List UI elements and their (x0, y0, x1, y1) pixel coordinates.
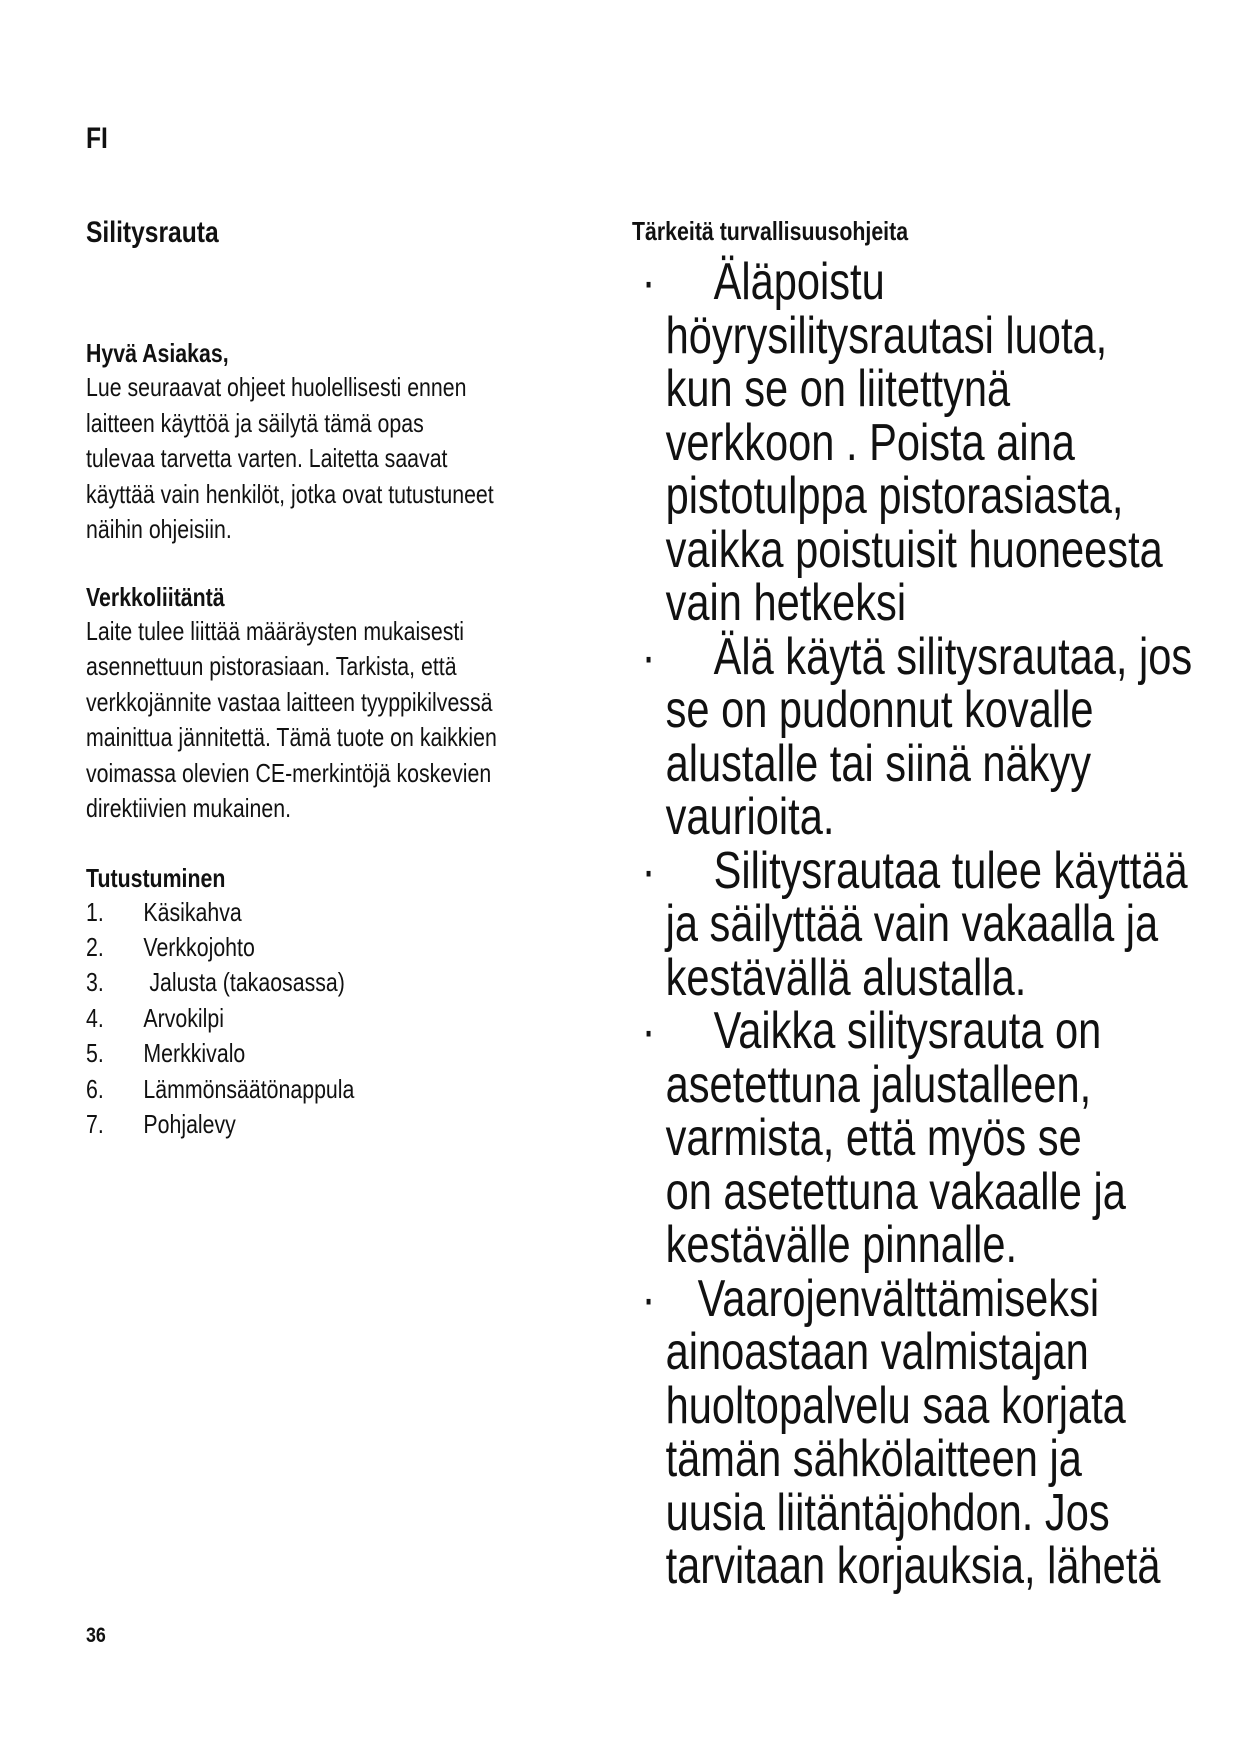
greeting-text (86, 370, 594, 548)
connection-text (86, 614, 594, 827)
greeting-line: näihin ohjeisiin. (86, 514, 232, 544)
item-number: 4. (86, 1002, 104, 1033)
safety-line: se on pudonnut kovalle (665, 681, 1094, 739)
safety-line: ja säilyttää vain vakaalla ja (665, 895, 1159, 953)
safety-line: vaurioita. (665, 788, 835, 846)
safety-item (632, 627, 1216, 846)
safety-line: pistotulppa pistorasiasta, (665, 467, 1124, 525)
page-number: 36 (86, 1624, 106, 1647)
greeting-line: Lue seuraavat ohjeet huolellisesti ennen (86, 372, 467, 402)
greeting-line: tulevaa tarvetta varten. Laitetta saavat (86, 443, 448, 473)
item-label: Merkkivalo (143, 1038, 246, 1069)
item-number: 1. (86, 896, 104, 927)
connection-line: asennettuun pistorasiaan. Tarkista, että (86, 651, 457, 681)
list-item (86, 930, 594, 965)
connection-section (86, 580, 594, 827)
bullet-icon: · (641, 253, 656, 311)
safety-line: varmista, että myös se (665, 1109, 1082, 1167)
safety-line: huoltopalvelu saa korjata (665, 1376, 1126, 1435)
safety-line: kun se on liitettynä (665, 360, 1011, 418)
greeting-heading: Hyvä Asiakas, (86, 338, 229, 368)
item-number: 2. (86, 931, 104, 962)
safety-item (632, 253, 1216, 632)
connection-line: mainittua jännitettä. Tämä tuote on kaikkien (86, 722, 497, 752)
connection-line: Laite tulee liittää määräysten mukaisesti (86, 615, 465, 646)
bullet-icon: · (641, 1002, 656, 1060)
list-item (86, 895, 594, 930)
item-label: Käsikahva (143, 896, 242, 927)
item-number: 7. (86, 1108, 104, 1139)
safety-item (632, 841, 1216, 1007)
language-code: FI (86, 122, 108, 155)
safety-item (632, 1002, 1216, 1274)
safety-line: vain hetkeksi (665, 574, 907, 632)
item-label: Jalusta (takaosassa) (143, 967, 345, 998)
parts-section (86, 861, 594, 1143)
safety-line: Äläpoistu (713, 253, 885, 311)
connection-line: voimassa olevien CE-merkintöjä koskevien (86, 757, 492, 788)
safety-line: Älä käytä silitysrautaa, jos (713, 627, 1193, 686)
item-label: Verkkojohto (143, 931, 255, 962)
bullet-icon: · (641, 627, 656, 686)
safety-line: kestävällä alustalla. (665, 948, 1027, 1007)
greeting-section (86, 336, 594, 548)
safety-line: kestävälle pinnalle. (665, 1216, 1018, 1274)
item-label: Arvokilpi (143, 1002, 224, 1033)
item-number: 6. (86, 1073, 104, 1104)
safety-list (632, 253, 1216, 1595)
safety-line: on asetettuna vakaalle ja (665, 1162, 1126, 1221)
safety-line: verkkoon . Poista aina (665, 413, 1075, 472)
safety-line: Silitysrautaa tulee käyttää (713, 841, 1188, 900)
list-item (86, 1001, 594, 1036)
item-label: Lämmönsäätönappula (143, 1073, 355, 1104)
safety-line: tarvitaan korjauksia, lähetä (665, 1537, 1161, 1595)
list-item (86, 1107, 594, 1142)
parts-heading: Tutustuminen (86, 862, 226, 893)
list-item (86, 1036, 594, 1071)
greeting-line: laitteen käyttöä ja säilytä tämä opas (86, 407, 424, 438)
document-title: Silitysrauta (86, 216, 219, 249)
item-number: 3. (86, 967, 104, 998)
safety-line: uusia liitäntäjohdon. Jos (665, 1483, 1110, 1542)
safety-line: asetettuna jalustalleen, (665, 1055, 1092, 1114)
right-column (632, 214, 1212, 1594)
item-number: 5. (86, 1038, 104, 1069)
safety-line: höyrysilitysrautasi luota, (665, 306, 1108, 365)
bullet-icon: · (641, 841, 656, 900)
safety-line: tämän sähkölaitteen ja (665, 1430, 1082, 1488)
left-column (86, 214, 594, 1142)
item-label: Pohjalevy (143, 1108, 236, 1139)
parts-list (86, 895, 594, 1143)
safety-line: ainoastaan valmistajan (665, 1323, 1089, 1381)
safety-item (632, 1269, 1216, 1595)
bullet-icon: · (641, 1269, 656, 1328)
list-item (86, 965, 594, 1000)
list-item (86, 1072, 594, 1107)
greeting-line: käyttää vain henkilöt, jotka ovat tutustuneet (86, 478, 494, 509)
connection-line: verkkojännite vastaa laitteen tyyppikilvessä (86, 686, 493, 717)
safety-heading: Tärkeitä turvallisuusohjeita (632, 216, 909, 246)
connection-line: direktiivien mukainen. (86, 793, 292, 823)
safety-line: alustalle tai siinä näkyy (665, 734, 1092, 793)
safety-line: vaikka poistuisit huoneesta (665, 520, 1163, 579)
connection-heading: Verkkoliitäntä (86, 581, 225, 612)
safety-line: Vaikka silitysrauta on (713, 1002, 1102, 1060)
safety-line: Vaarojenvälttämiseksi (697, 1269, 1100, 1328)
